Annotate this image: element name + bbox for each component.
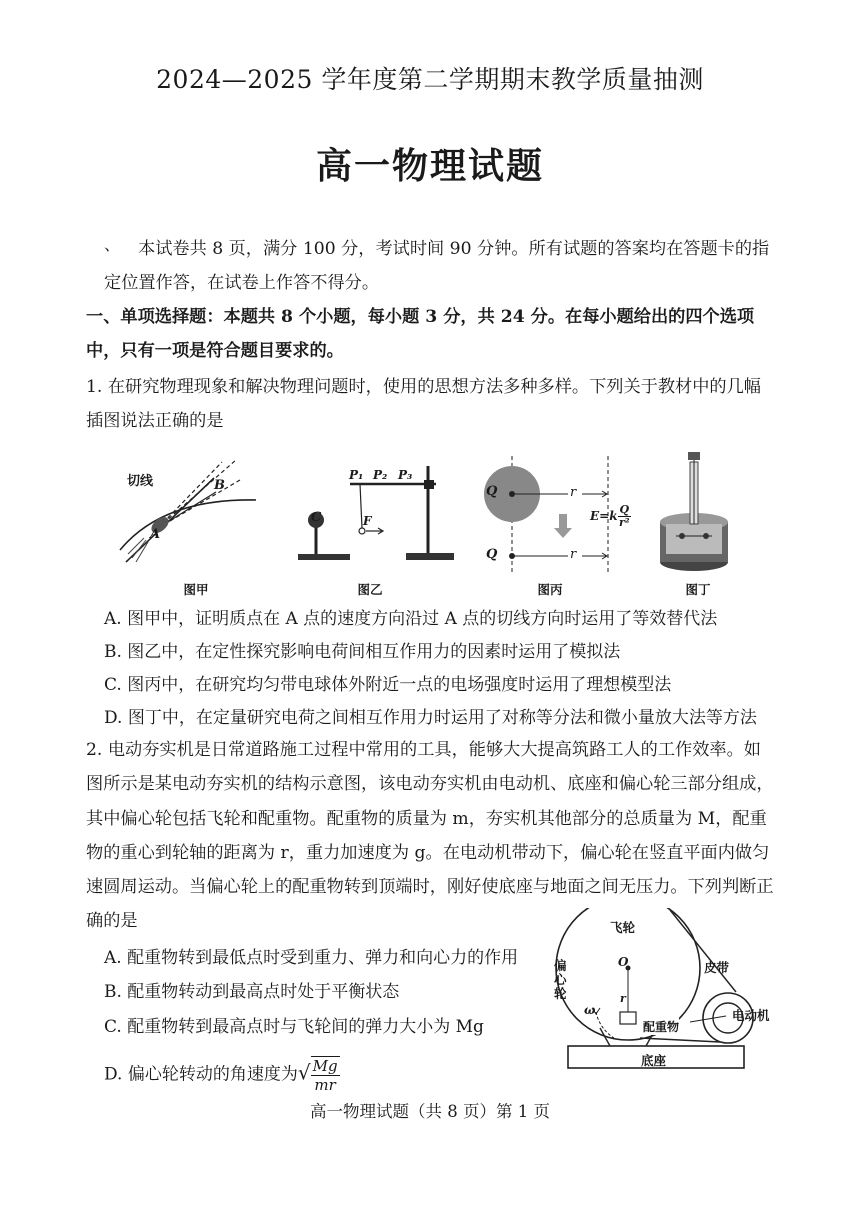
instructions: 本试卷共 8 页，满分 100 分，考试时间 90 分钟。所有试题的答案均在答题卡的指定位置作答，在试卷上作答不得分。 [104,239,770,293]
q2-option-d-den: mr [314,1076,336,1094]
p3-label: P₃ [398,468,413,482]
tangent-label: 切线 [127,474,154,489]
compactor-diagram [540,908,780,1074]
q2-option-d-fraction [311,1056,340,1094]
paper-title: 高一物理试题 [315,145,544,187]
field-formula-prefix: E=k [590,509,618,523]
eccentric-label-2: 心 [554,972,567,987]
q1-option-c: C. 图丙中，在研究均匀带电球体外附近一点的电场强度时运用了理想模型法 [104,675,672,695]
question-2-stem: 2. 电动夯实机是日常道路施工过程中常用的工具，能够大大提高筑路工人的工作效率。如图所示是某电动夯实机的结构示意图，该电动夯实机由电动机、底座和偏心轮三部分组成，其中偏心轮包括飞轮和配重物。配重物的质量为 m，夯实机其他部分的总质量为 M，配重物的重心到轮轴的距离为 r，重力加速度为 g。在电动机带动下，偏心轮在竖直平面内做匀速圆周运动。当偏心轮上的配重物转到顶端时，刚好使底座与地面之间无压力。下列判断正确的是 [86,740,774,932]
distance-r-upper: r [570,485,577,500]
q1-option-b: B. 图乙中，在定性探究影响电荷间相互作用力的因素时运用了模拟法 [104,642,621,662]
point-a-label: A [150,527,161,542]
motor-label: 电动机 [732,1008,770,1023]
belt-label: 皮带 [704,960,730,975]
base-label: 底座 [641,1053,667,1068]
field-formula-num: Q [619,503,630,516]
section-heading [86,300,776,368]
question-1-stem: 1. 在研究物理现象和解决物理问题时，使用的思想方法多种多样。下列关于教材中的几幅插图说法正确的是 [86,377,761,431]
charge-q-point-label: Q [486,547,498,562]
figure-jia-caption: 图甲 [183,582,209,597]
q2-option-b: B. 配重物转动到最高点时处于平衡状态 [104,982,400,1002]
radius-r-label: r [620,992,626,1005]
counterweight-label: 配重物 [643,1020,680,1034]
q1-option-a: A. 图甲中，证明质点在 A 点的速度方向沿过 A 点的切线方向时运用了等效替代法 [104,609,718,629]
field-formula [590,504,631,529]
section-heading-text: 一、单项选择题：本题共 8 个小题，每小题 3 分，共 24 分。在每小题给出的四个选项中，只有一项是符合题目要求的。 [86,307,755,361]
figure-ding-caption: 图丁 [685,582,711,597]
q2-option-d: D. 偏心轮转动的角速度为√ $\frac{Mg}{mr}$ [104,1057,338,1094]
omega-label: ω [584,1003,596,1017]
eccentric-label-3: 轮 [554,986,567,1001]
q1-option-d: D. 图丁中，在定量研究电荷之间相互作用力时运用了对称等分法和微小量放大法等方法 [104,708,757,728]
p2-label: P₂ [373,468,388,482]
q2-option-d-prefix: D. 偏心轮转动的角速度为 [104,1064,298,1085]
eccentric-label-1: 偏 [554,958,567,973]
charge-c-label: C [311,510,322,525]
p1-label: P₁ [349,468,364,482]
q2-option-d-num: Mg [312,1057,338,1075]
q2-option-a: A. 配重物转到最低点时受到重力、弹力和向心力的作用 [104,948,519,968]
point-b-label: B [214,478,225,493]
distance-r-lower: r [570,547,577,562]
figure-yi-caption: 图乙 [357,582,383,597]
charge-q-sphere-label: Q [486,484,498,499]
flywheel-label: 飞轮 [610,920,636,935]
figure-ding-diagram [652,450,736,574]
q2-option-c: C. 配重物转到最高点时与飞轮间的弹力大小为 Mg [104,1017,484,1037]
figure-bing-caption: 图丙 [537,582,563,597]
page-footer: 高一物理试题（共 8 页）第 1 页 [310,1102,550,1121]
axle-o-label: O [618,955,629,969]
field-formula-fraction [618,504,632,529]
force-f-label: F [363,514,372,528]
field-formula-den: r² [619,516,630,529]
exam-title: 2024—2025 学年度第二学期期末教学质量抽测 [156,65,704,94]
stray-mark: 、 [104,235,121,254]
